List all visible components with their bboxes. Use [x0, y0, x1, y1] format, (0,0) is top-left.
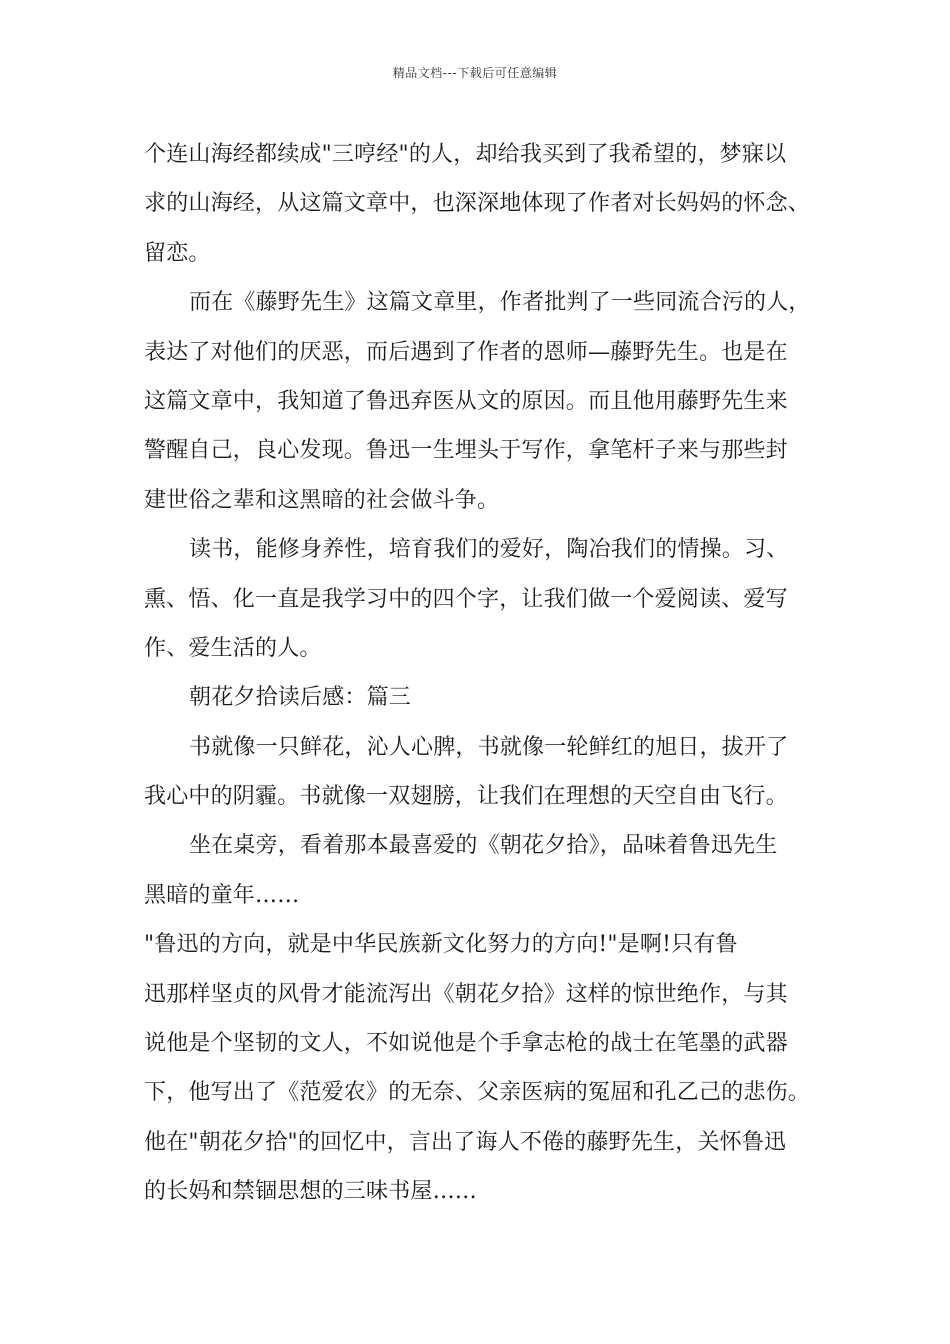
text-line: 的长妈和禁锢思想的三味书屋…… — [144, 1179, 478, 1205]
page-header: 精品文档---下载后可任意编辑 — [392, 66, 558, 80]
text-line: 这篇文章中，我知道了鲁迅弃医从文的原因。而且他用藤野先生来 — [144, 388, 788, 414]
text-line: 作、爱生活的人。 — [144, 635, 322, 661]
body-text — [144, 130, 816, 1217]
text-line: 我心中的阴霾。书就像一双翅膀，让我们在理想的天空自由飞行。 — [144, 784, 788, 810]
text-line: 黑暗的童年…… — [144, 882, 300, 908]
text-line: 求的山海经，从这篇文章中，也深深地体现了作者对长妈妈的怀念、 — [144, 191, 811, 217]
text-line: 警醒自己，良心发现。鲁迅一生埋头于写作，拿笔杆子来与那些封 — [144, 438, 788, 464]
text-line: 下，他写出了《范爱农》的无奈、父亲医病的冤屈和孔乙己的悲伤。 — [144, 1080, 811, 1106]
text-line: 熏、悟、化一直是我学习中的四个字，让我们做一个爱阅读、爱写 — [144, 586, 788, 612]
text-line: 坐在桌旁，看着那本最喜爱的《朝花夕拾》，品味着鲁迅先生 — [189, 833, 778, 859]
text-line: 读书，能修身养性，培育我们的爱好，陶冶我们的情操。习、 — [189, 537, 789, 563]
section-heading: 朝花夕拾读后感：篇三 — [189, 685, 412, 711]
text-line: 他在"朝花夕拾"的回忆中，言出了诲人不倦的藤野先生，关怀鲁迅 — [144, 1129, 787, 1155]
text-line: 表达了对他们的厌恶，而后遇到了作者的恩师—藤野先生。也是在 — [144, 339, 788, 365]
text-line: 书就像一只鲜花，沁人心脾，书就像一轮鲜红的旭日，拔开了 — [189, 734, 789, 760]
text-line: 迅那样坚贞的风骨才能流泻出《朝花夕拾》这样的惊世绝作，与其 — [144, 981, 788, 1007]
text-line: 说他是个坚韧的文人，不如说他是个手拿志枪的战士在笔墨的武器 — [144, 1031, 788, 1057]
text-line: 留恋。 — [144, 240, 211, 266]
text-line: 建世俗之辈和这黑暗的社会做斗争。 — [144, 487, 500, 513]
text-line: "鲁迅的方向，就是中华民族新文化努力的方向!"是啊!只有鲁 — [144, 932, 738, 958]
text-line: 个连山海经都续成"三哼经"的人，却给我买到了我希望的，梦寐以 — [144, 142, 787, 167]
text-line: 而在《藤野先生》这篇文章里，作者批判了一些同流合污的人， — [189, 290, 811, 316]
